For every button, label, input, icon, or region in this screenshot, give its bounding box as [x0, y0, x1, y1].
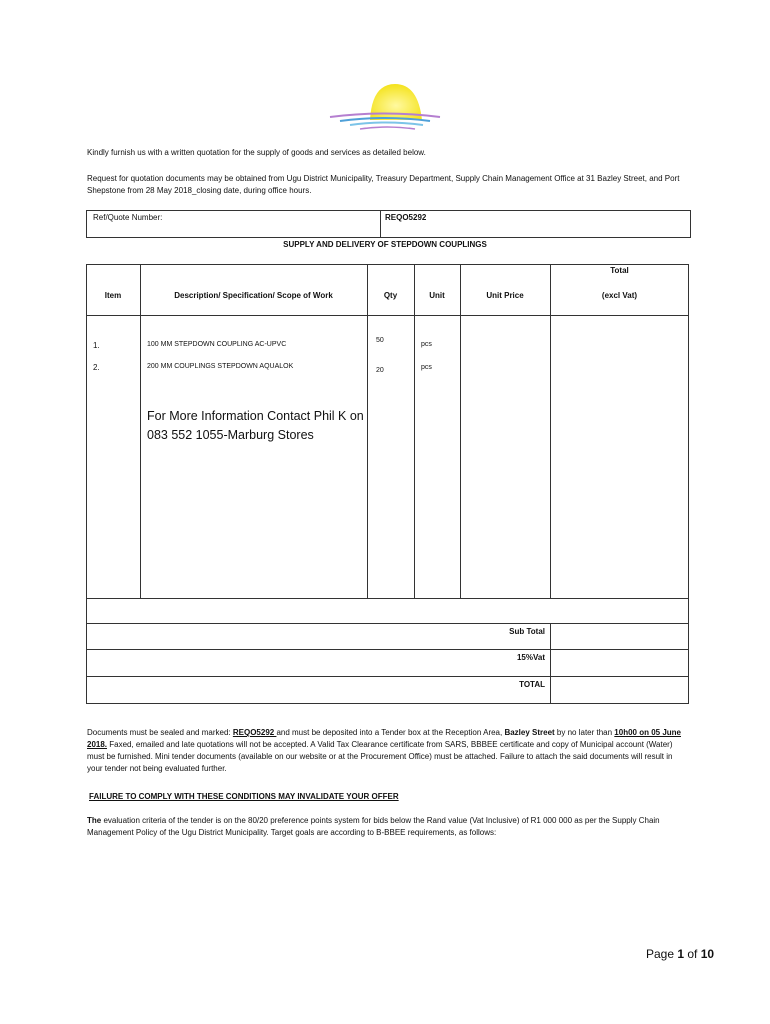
municipality-logo	[325, 80, 445, 135]
header-unit-price: Unit Price	[486, 291, 524, 300]
ref-label: Ref/Quote Number:	[93, 213, 163, 222]
items-table	[86, 264, 689, 704]
header-item: Item	[104, 291, 122, 300]
row1-description: 100 MM STEPDOWN COUPLING AC-UPVC	[147, 341, 287, 348]
documents-paragraph: Documents must be sealed and marked: REQO5292 and must be deposited into a Tender box at the Reception Area, Bazley Street by no later than 10h00 on 05 June 2018. Faxed, emailed and late quotations will not be accepted. A Valid Tax Clearance certificate from SARS, BBBEE certificate and copy of Municipal account (Water) must be furnished. Mini tender documents (available on our website or at the Procurement Office) must be attached. Failure to attach the said documents will result in your tender not being evaluated further.	[87, 728, 681, 773]
intro-text: Kindly furnish us with a written quotation for the supply of goods and services as detailed below.	[87, 148, 426, 157]
row1-qty: 50	[376, 337, 384, 344]
page-number: Page 1 of 10	[646, 947, 715, 961]
row2-description: 200 MM COUPLINGS STEPDOWN AQUALOK	[147, 363, 294, 370]
contact-line1: For More Information Contact Phil K on	[147, 409, 364, 423]
request-text-line1: Request for quotation documents may be obtained from Ugu District Municipality, Treasury Department, Supply Chain Management Office at 31 Bazley Street, and Port	[87, 174, 680, 183]
request-text-line2: Shepstone from 28 May 2018_closing date, during office hours.	[87, 186, 312, 195]
row2-unit: pcs	[421, 364, 432, 371]
subtotal-label: Sub Total	[509, 627, 545, 636]
header-total: Total	[610, 266, 629, 275]
header-qty: Qty	[383, 291, 398, 300]
total-label: TOTAL	[519, 680, 545, 689]
docs-ref: REQO5292	[232, 728, 277, 737]
row1-item: 1.	[93, 341, 100, 350]
ref-value: REQO5292	[385, 213, 427, 222]
evaluation-paragraph: The evaluation criteria of the tender is on the 80/20 preference points system for bids below the Rand value (Vat Inclusive) of R1 000 000 as per the Supply Chain Management Policy of the Ugu District Municipality. Target goals are according to B-BBEE requirements, as follows:	[87, 816, 660, 837]
row2-item: 2.	[93, 363, 100, 372]
section-title: SUPPLY AND DELIVERY OF STEPDOWN COUPLINGS	[283, 240, 487, 249]
contact-line2: 083 552 1055-Marburg Stores	[147, 428, 314, 442]
header-unit: Unit	[429, 291, 445, 300]
header-excl-vat: (excl Vat)	[601, 291, 638, 300]
row2-qty: 20	[376, 367, 384, 374]
vat-label: 15%Vat	[516, 653, 545, 662]
row1-unit: pcs	[421, 341, 432, 348]
header-description: Description/ Specification/ Scope of Work	[174, 291, 333, 300]
warning-text: FAILURE TO COMPLY WITH THESE CONDITIONS MAY INVALIDATE YOUR OFFER	[89, 792, 399, 801]
